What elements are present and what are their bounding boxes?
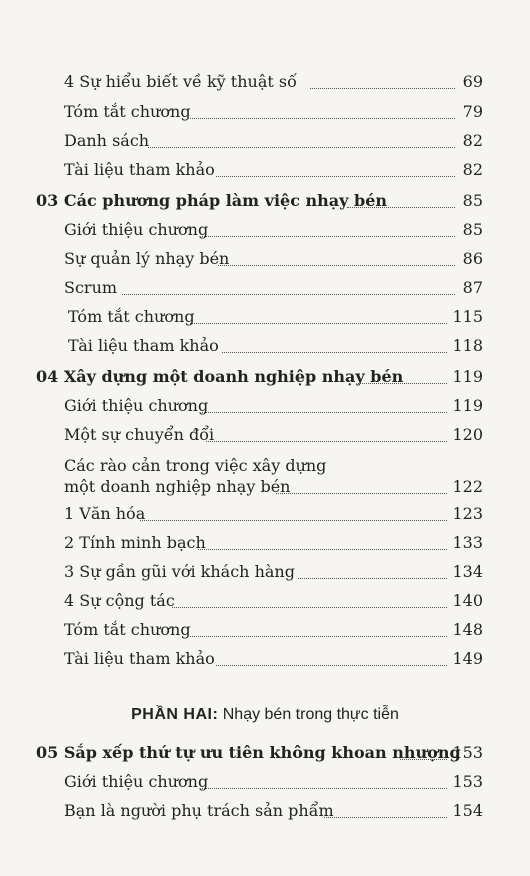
toc-entry-label: Scrum	[64, 278, 118, 297]
toc-entry-page: 86	[462, 249, 483, 268]
part-heading-title: Nhạy bén trong thực tiễn	[222, 706, 399, 723]
toc-entry-label: Sự quản lý nhạy bén	[64, 249, 230, 268]
toc-entry[interactable]	[0, 392, 530, 420]
toc-entry-label: Bạn là người phụ trách sản phẩm	[64, 801, 334, 820]
toc-chapter-label: 03 Các phương pháp làm việc nhạy bén	[36, 191, 388, 210]
toc-entry[interactable]	[0, 768, 530, 796]
dot-leader	[202, 412, 447, 413]
toc-entry-label: một doanh nghiệp nhạy bén	[64, 477, 291, 496]
toc-entry-page: 69	[462, 72, 483, 91]
toc-entry[interactable]	[0, 274, 530, 302]
toc-entry-page: 79	[462, 102, 483, 121]
dot-leader	[206, 441, 447, 442]
toc-entry-label: Giới thiệu chương	[64, 396, 209, 415]
toc-entry-page: 153	[452, 772, 483, 791]
toc-entry-page: 82	[462, 160, 483, 179]
toc-entry-page: 87	[462, 278, 483, 297]
dot-leader	[222, 352, 447, 353]
toc-entry-page: 115	[452, 307, 483, 326]
toc-entry-page: 154	[452, 801, 483, 820]
toc-entry-page: 82	[462, 131, 483, 150]
toc-entry-page: 85	[462, 220, 483, 239]
toc-entry-label: Tóm tắt chương	[64, 102, 191, 121]
toc-chapter-entry[interactable]	[0, 739, 530, 767]
toc-entry[interactable]	[0, 645, 530, 673]
toc-entry-page: 133	[452, 533, 483, 552]
toc-entry-label: Tài liệu tham khảo	[68, 336, 219, 355]
toc-chapter-label: 04 Xây dựng một doanh nghiệp nhạy bén	[36, 367, 404, 386]
toc-entry-label: 4 Sự hiểu biết về kỹ thuật số	[64, 72, 297, 91]
toc-entry-page: 118	[452, 336, 483, 355]
toc-entry-page: 119	[452, 367, 483, 386]
toc-entry[interactable]	[0, 156, 530, 184]
dot-leader	[310, 88, 455, 89]
dot-leader	[202, 236, 455, 237]
dot-leader	[172, 607, 447, 608]
toc-entry-label: Một sự chuyển đổi	[64, 425, 215, 444]
toc-chapter-label: 05 Sắp xếp thứ tự ưu tiên không khoan nhượng	[36, 743, 461, 762]
toc-chapter-entry[interactable]	[0, 363, 530, 391]
part-heading-number: PHẦN HAI:	[131, 706, 219, 723]
toc-entry[interactable]	[0, 216, 530, 244]
toc-entry[interactable]	[0, 68, 530, 96]
toc-entry-page: 119	[452, 396, 483, 415]
toc-entry-page: 122	[452, 477, 483, 496]
toc-entry-page: 123	[452, 504, 483, 523]
toc-entry[interactable]	[0, 797, 530, 825]
toc-entry-label: Danh sách	[64, 131, 150, 150]
toc-entry-label-line1: Các rào cản trong việc xây dựng	[64, 456, 327, 475]
toc-entry-label: Tóm tắt chương	[64, 620, 191, 639]
dot-leader	[216, 176, 455, 177]
dot-leader	[216, 665, 447, 666]
toc-entry[interactable]	[0, 245, 530, 273]
dot-leader	[324, 817, 447, 818]
part-heading	[0, 706, 530, 724]
toc-entry-page: 149	[452, 649, 483, 668]
toc-entry-page: 120	[452, 425, 483, 444]
toc-entry[interactable]	[0, 98, 530, 126]
toc-entry-page: 85	[462, 191, 483, 210]
toc-entry[interactable]	[0, 452, 530, 502]
dot-leader	[298, 578, 447, 579]
toc-entry[interactable]	[0, 558, 530, 586]
dot-leader	[400, 759, 447, 760]
toc-entry-label: 4 Sự cộng tác	[64, 591, 175, 610]
dot-leader	[140, 520, 447, 521]
dot-leader	[187, 118, 455, 119]
toc-entry-label: 2 Tính minh bạch	[64, 533, 206, 552]
toc-entry-page: 153	[452, 743, 483, 762]
toc-entry-page: 140	[452, 591, 483, 610]
toc-entry[interactable]	[0, 500, 530, 528]
toc-entry-label: Tóm tắt chương	[68, 307, 195, 326]
toc-entry-page: 134	[452, 562, 483, 581]
toc-entry[interactable]	[0, 616, 530, 644]
toc-entry[interactable]	[0, 421, 530, 449]
toc-entry-label: 3 Sự gần gũi với khách hàng	[64, 562, 295, 581]
toc-entry-label: Tài liệu tham khảo	[64, 160, 215, 179]
dot-leader	[198, 549, 447, 550]
dot-leader	[187, 636, 447, 637]
toc-entry-label: 1 Văn hóa	[64, 504, 146, 523]
toc-entry[interactable]	[0, 587, 530, 615]
dot-leader	[190, 323, 447, 324]
dot-leader	[148, 147, 455, 148]
toc-entry[interactable]	[0, 332, 530, 360]
dot-leader	[276, 493, 447, 494]
toc-entry[interactable]	[0, 127, 530, 155]
dot-leader	[347, 207, 455, 208]
toc-entry[interactable]	[0, 303, 530, 331]
dot-leader	[358, 383, 447, 384]
toc-entry-label: Giới thiệu chương	[64, 220, 209, 239]
toc-entry-label: Giới thiệu chương	[64, 772, 209, 791]
toc-chapter-entry[interactable]	[0, 187, 530, 215]
toc-entry[interactable]	[0, 529, 530, 557]
dot-leader	[218, 265, 455, 266]
toc-entry-label: Tài liệu tham khảo	[64, 649, 215, 668]
dot-leader	[202, 788, 447, 789]
dot-leader	[122, 294, 455, 295]
toc-entry-page: 148	[452, 620, 483, 639]
